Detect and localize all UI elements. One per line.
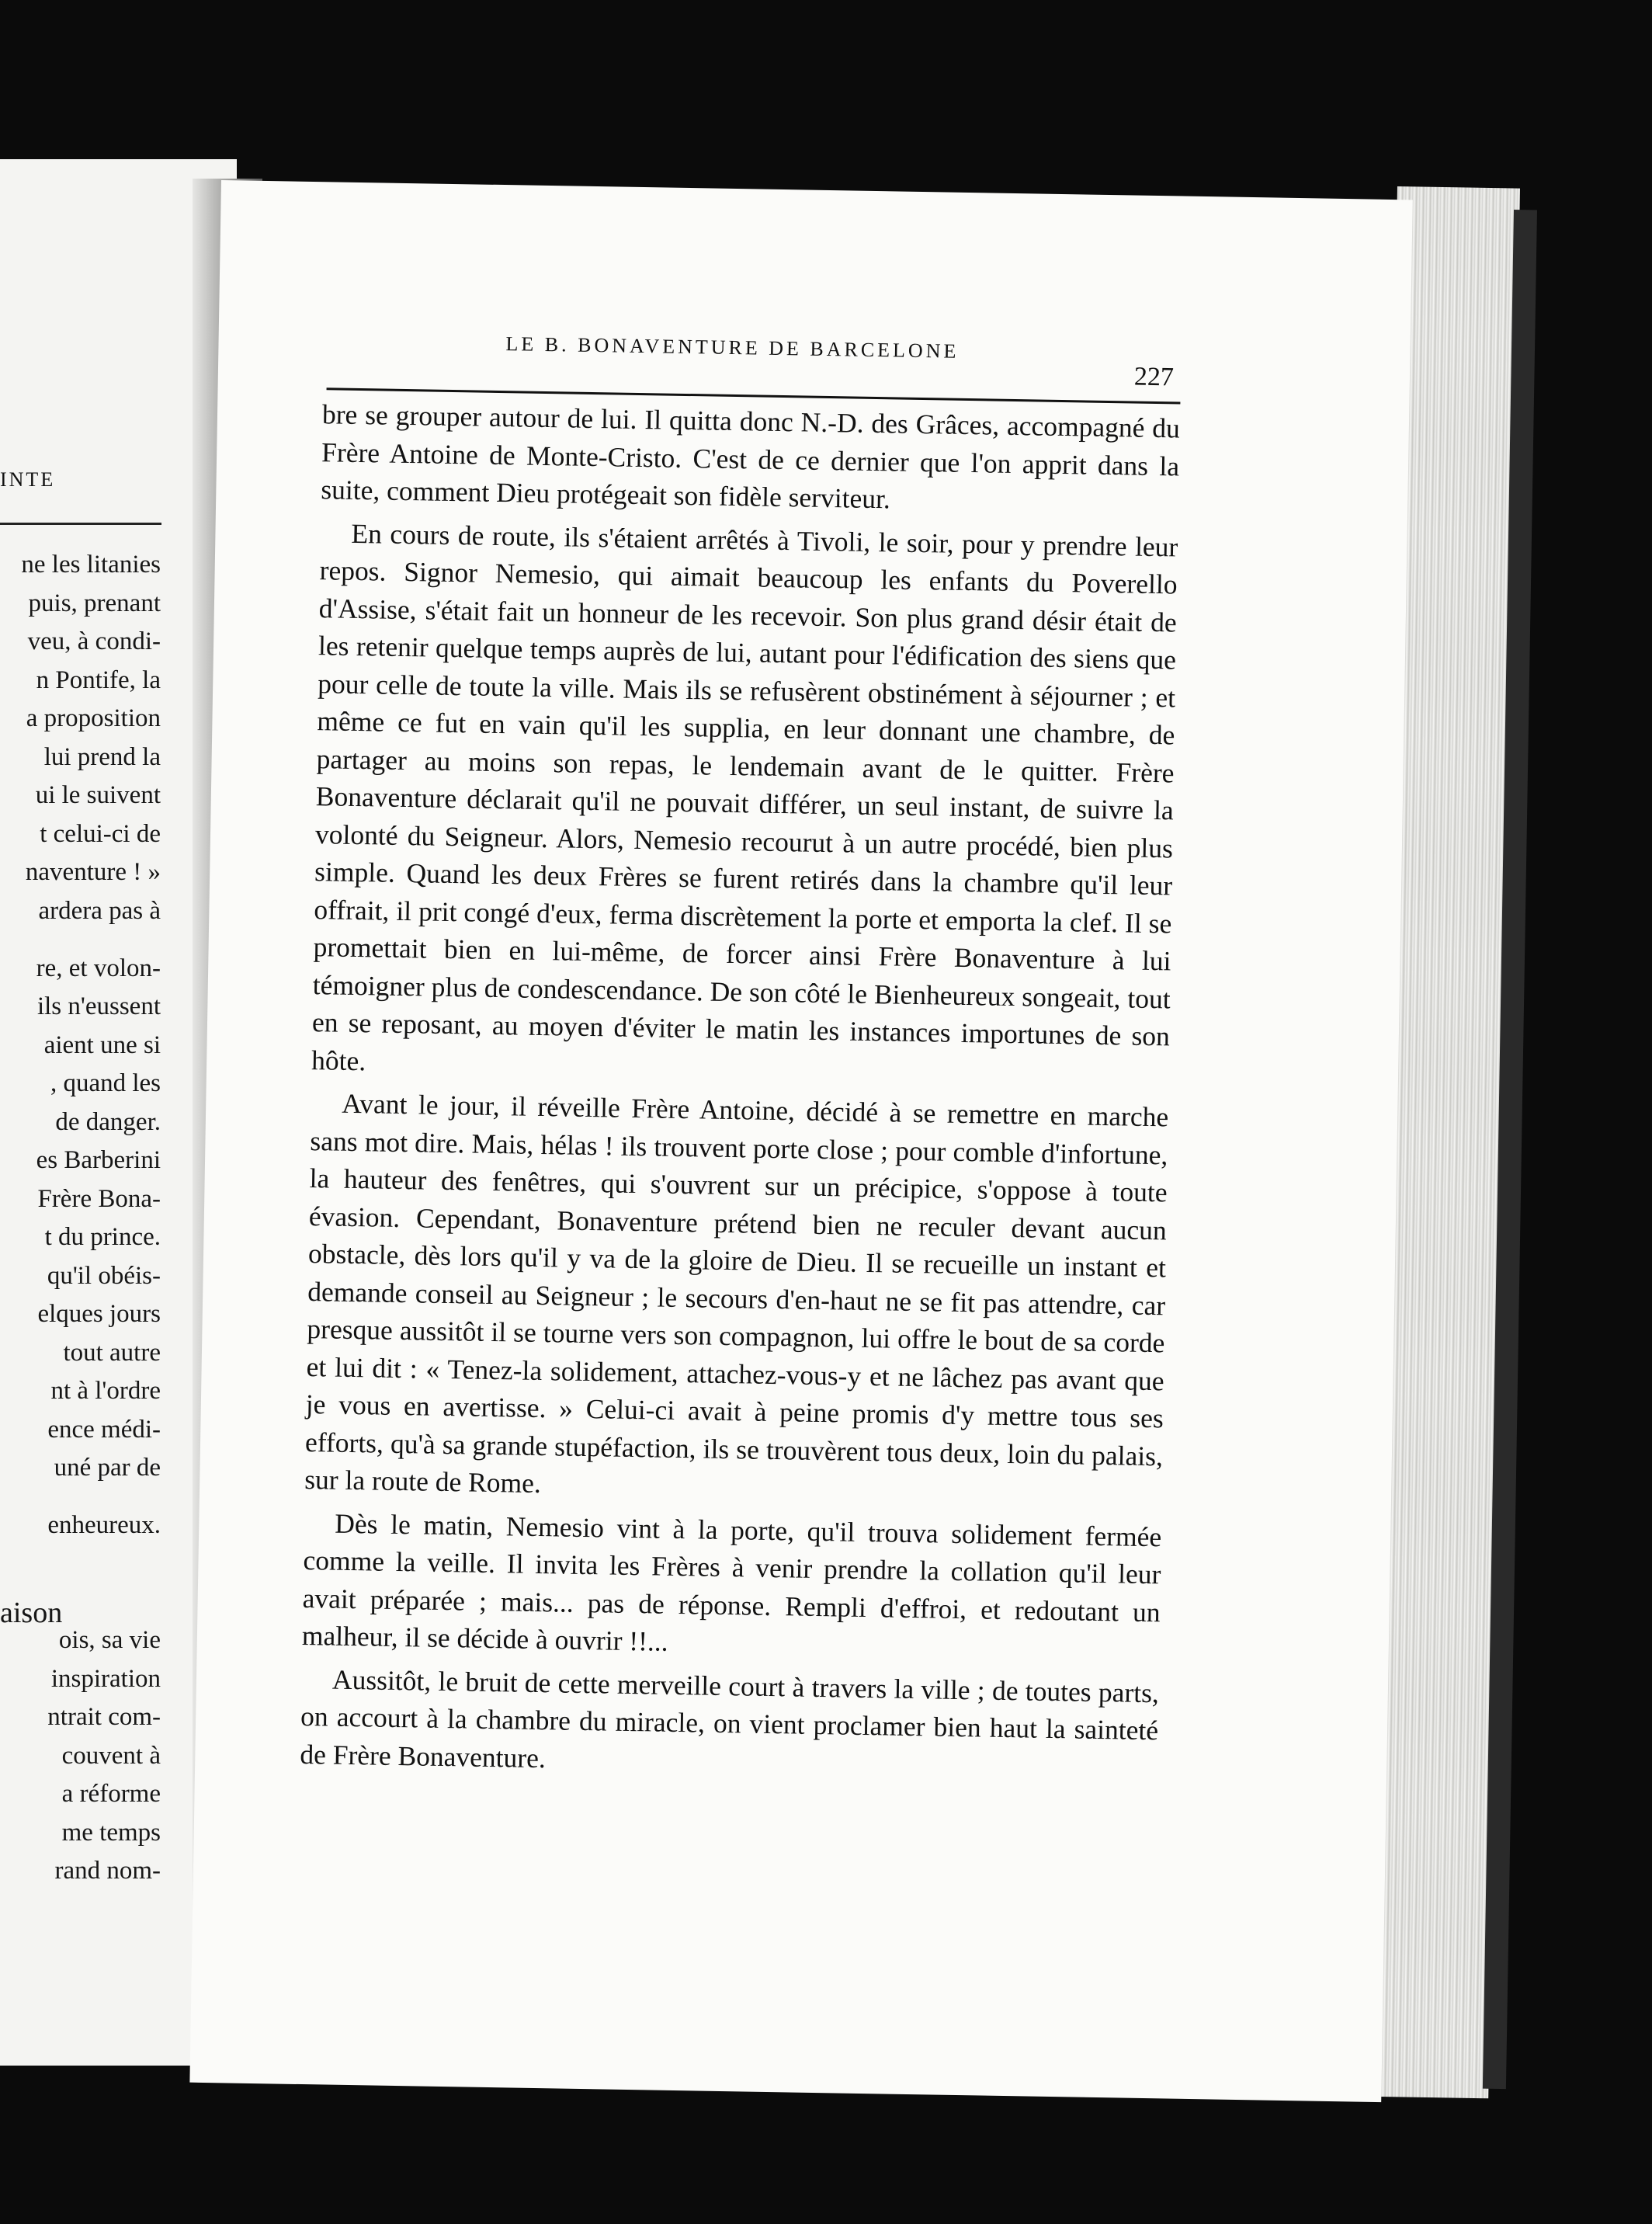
paragraph: Avant le jour, il réveille Frère Antoine, décidé à se remettre en marche sans mot dire. Mais, hélas ! ils trouvent porte close ; pour comble d'infortune, la hauteur des fenêtres, qui s'ouvrent sur un précipice, s'oppose à toute évasion. Cependant, Bonaventure prétend bien ne reculer devant aucun obstacle, dès lors qu'il y va de la gloire de Dieu. Il se recueille un instant et demande conseil au Seigneur ; le secours d'en-haut ne se fit pas attendre, car presque aussitôt il se tourne vers son compagnon, lui offre le bout de sa corde et lui dit : « Tenez-la solidement, attachez-vous-y et ne lâchez pas avant que je vous en avertisse. » Celui-ci avait à peine promis d'y mettre tous ses efforts, qu'à sa grande stupéfaction, ils se trouvèrent tous deux, loin du palais, sur la route de Rome. (304, 1087, 1169, 1499)
text-line: de danger. (55, 1107, 161, 1136)
text-line: a proposition (26, 704, 161, 732)
text-line: qu'il obéis- (47, 1261, 161, 1290)
text-line: t du prince. (44, 1223, 161, 1251)
paragraph: En cours de route, ils s'étaient arrêtés à Tivoli, le soir, pour y prendre leur repos. Signor Nemesio, qui aimait beaucoup les enfants du Poverello d'Assise, s'était fait un honneur de les recevoir. Son plus grand désir était de les retenir quelque temps auprès de lui, autant pour l'édification des siens que pour celle de toute la ville. Mais ils se refusèrent obstinément à séjourner ; et même ce fut en vain qu'il les supplia, en leur donnant une chambre, de partager au moins son repas, le lendemain avant de le quitter. Frère Bonaventure déclarait qu'il ne pouvait différer, un seul instant, de suivre la volonté du Seigneur. Alors, Nemesio recourut à un autre procédé, bien plus simple. Quand les deux Frères se furent retirés dans la chambre qu'il leur offrait, il prit congé d'eux, ferma discrètement la porte et emporta la clef. Il se promettait bien en lui-même, de forcer ainsi Frère Bonaventure à lui témoigner plus de condescendance. De son côté le Bienheureux songeait, tout en se reposant, au moyen d'éviter le matin les instances importunes de son hôte. (311, 517, 1178, 1076)
text-line: a réforme (61, 1780, 161, 1808)
text-line: ui le suivent (35, 781, 161, 809)
text-line: enheureux. (47, 1511, 161, 1539)
text-line: es Barberini (36, 1146, 161, 1174)
left-header-rule (0, 523, 161, 525)
text-line: t celui-ci de (40, 819, 161, 848)
text-line: couvent à (61, 1741, 161, 1770)
text-line: , quand les (50, 1069, 161, 1097)
paragraph: Dès le matin, Nemesio vint à la porte, qu'il trouva solidement fermée comme la veille. Il invita les Frères à venir prendre la collation qu'il leur avait préparée ; mais... pas de réponse. Rempli d'effroi, et redoutant un malheur, il se décide à ouvrir !!... (301, 1507, 1162, 1657)
text-line: veu, à condi- (27, 627, 161, 655)
text-line: nt à l'ordre (50, 1377, 161, 1405)
text-line: lui prend la (43, 742, 161, 771)
page-number: 227 (1133, 362, 1175, 392)
text-line: aient une si (43, 1030, 161, 1059)
running-head: LE B. BONAVENTURE DE BARCELONE (505, 332, 960, 363)
text-line: puis, prenant (28, 589, 161, 617)
text-line: uné par de (54, 1454, 161, 1482)
text-line: ence médi- (47, 1415, 161, 1444)
text-line: naventure ! » (25, 858, 161, 886)
left-running-head: INTE (0, 468, 56, 491)
text-line: tout autre (63, 1338, 161, 1367)
text-line: me temps (61, 1818, 161, 1847)
left-section-heading: aison (0, 1597, 63, 1629)
paragraph: bre se grouper autour de lui. Il quitta donc N.-D. des Grâces, accompagné du Frère Antoine de Monte-Cristo. C'est de ce dernier que l'on apprit dans la suite, comment Dieu protégeait son fidèle serviteur. (321, 398, 1181, 515)
right-page (189, 180, 1412, 2102)
text-line: n Pontife, la (36, 665, 161, 694)
text-line: ois, sa vie (58, 1626, 161, 1654)
text-line: ntrait com- (47, 1703, 161, 1731)
text-line: ardera pas à (38, 896, 161, 925)
text-line: elques jours (37, 1300, 161, 1328)
text-line: ils n'eussent (36, 992, 161, 1020)
text-line: inspiration (50, 1664, 161, 1693)
text-line: ne les litanies (21, 551, 161, 579)
text-line: rand nom- (54, 1857, 161, 1885)
text-line: Frère Bona- (37, 1184, 161, 1213)
paragraph: Aussitôt, le bruit de cette merveille court à travers la ville ; de toutes parts, on accourt à la chambre du miracle, on vient proclamer bien haut la sainteté de Frère Bonaventure. (300, 1663, 1160, 1774)
text-line: re, et volon- (36, 954, 161, 982)
left-text-column (0, 546, 161, 1891)
body-text (300, 395, 1180, 1792)
